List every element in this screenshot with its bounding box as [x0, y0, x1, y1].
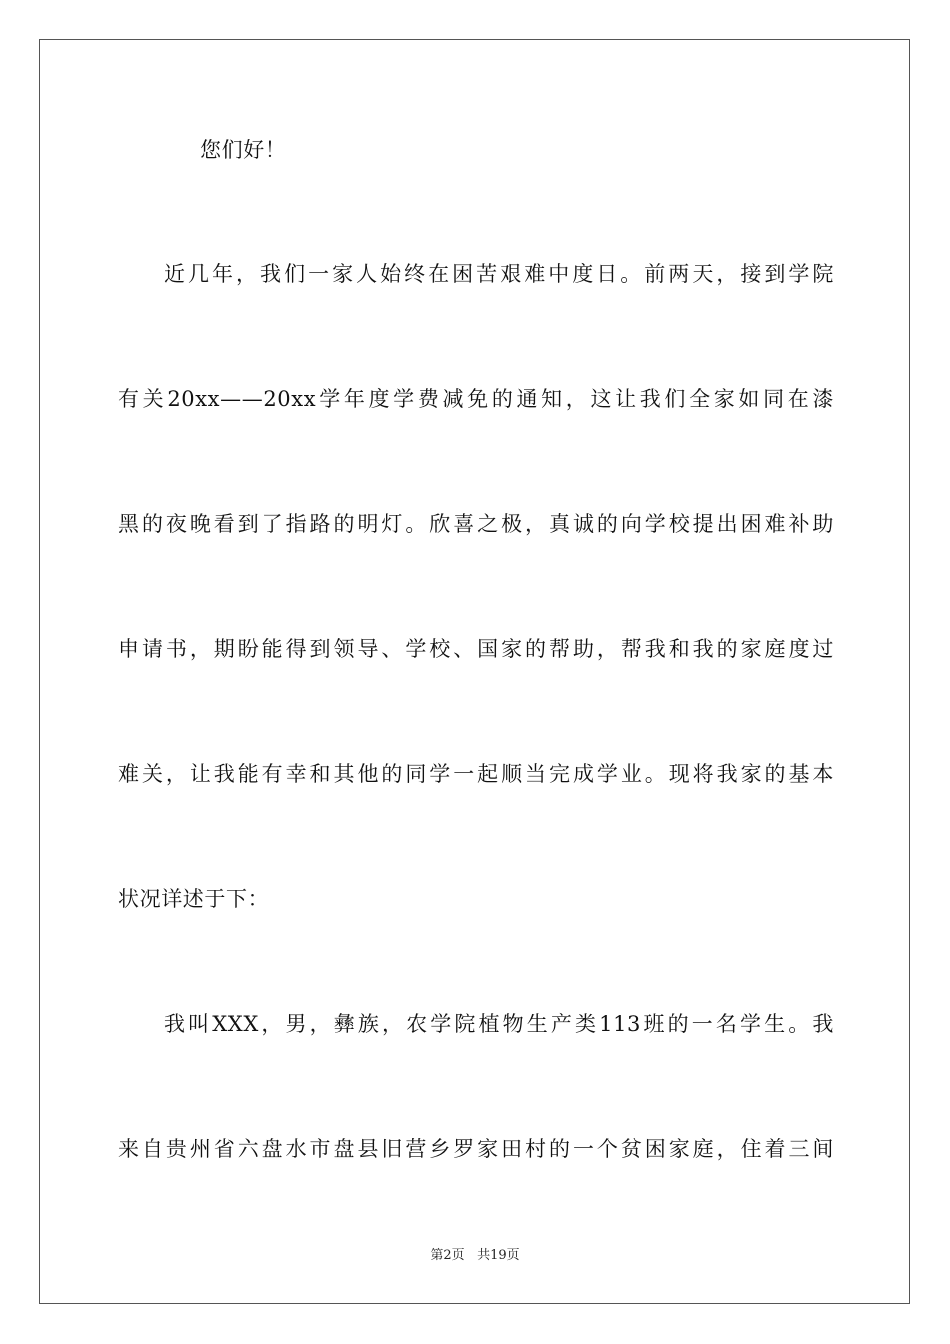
paragraph-line: 我叫XXX，男，彝族，农学院植物生产类113班的一名学生。我: [164, 1012, 834, 1036]
paragraph-line: 状况详述于下：: [118, 887, 270, 911]
greeting-line: 您们好！: [200, 138, 287, 162]
paragraph-line: 黑的夜晚看到了指路的明灯。欣喜之极，真诚的向学校提出困难补助: [118, 512, 834, 536]
page-total: 共19页: [477, 1248, 520, 1263]
page-border: [39, 39, 910, 1304]
page-number: 第2页: [430, 1248, 465, 1263]
paragraph-line: 近几年，我们一家人始终在困苦艰难中度日。前两天，接到学院: [164, 262, 834, 286]
paragraph-line: 来自贵州省六盘水市盘县旧营乡罗家田村的一个贫困家庭，住着三间: [118, 1137, 834, 1161]
paragraph-line: 申请书，期盼能得到领导、学校、国家的帮助，帮我和我的家庭度过: [118, 637, 834, 661]
paragraph-line: 难关，让我能有幸和其他的同学一起顺当完成学业。现将我家的基本: [118, 762, 834, 786]
page-footer: [0, 1247, 950, 1265]
paragraph-line: 有关20xx——20xx学年度学费减免的通知，这让我们全家如同在漆: [118, 387, 834, 411]
